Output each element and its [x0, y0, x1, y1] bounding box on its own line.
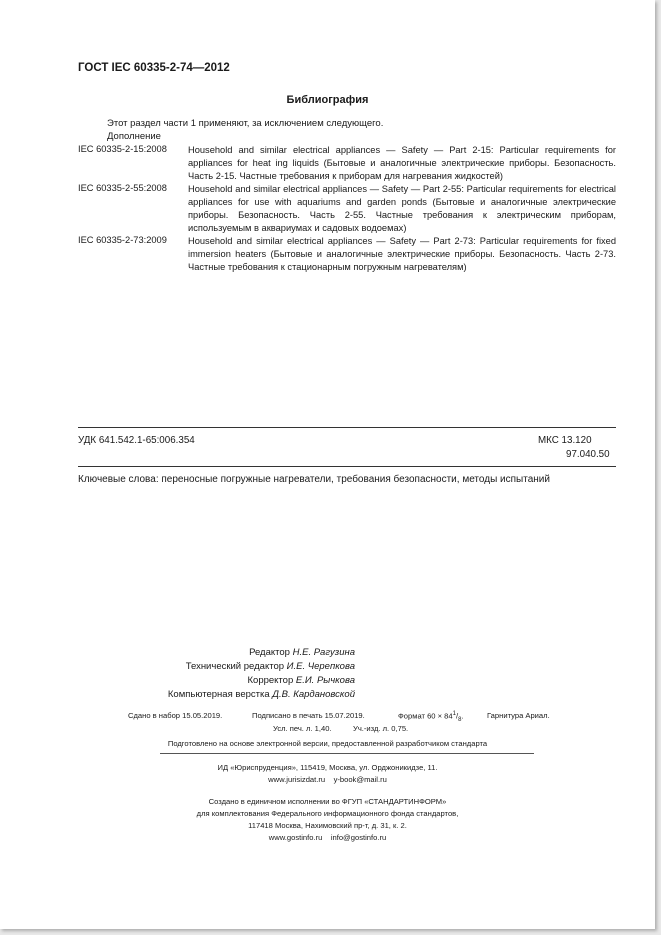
bibliography-intro: Этот раздел части 1 применяют, за исключением следующего.: [107, 118, 384, 129]
created-note-2: для комплектования Федерального информационного фонда стандартов,: [196, 809, 459, 818]
mks-code-1: МКС 13.120: [538, 435, 592, 446]
section-divider: [78, 466, 616, 467]
publisher-site-link[interactable]: www.jurisizdat.ru: [268, 775, 326, 784]
reference-code: IEC 60335-2-73:2009: [78, 235, 167, 245]
keywords: Ключевые слова: переносные погружные нагреватели, требования безопасности, методы испытаний: [78, 474, 550, 485]
reference-code: IEC 60335-2-15:2008: [78, 144, 167, 154]
bibliography-supplement-label: Дополнение: [107, 131, 161, 142]
staff-role: Редактор: [249, 647, 290, 658]
reference-code: IEC 60335-2-55:2008: [78, 183, 167, 193]
reference-text: Household and similar electrical appliances — Safety — Part 2-73: Particular requirements for fixed immersion heaters (Бытовые и аналогичные электрические приборы. Безопасность. Часть 2-73. Частные требования к стационарным погружным нагревателям): [188, 236, 616, 272]
staff-editor: [249, 647, 355, 658]
staff-name: Д.В. Кардановской: [272, 689, 355, 700]
imprint-divider: [160, 753, 534, 754]
imprint-sent-date: Сдано в набор 15.05.2019.: [128, 711, 223, 720]
publisher-contacts: [0, 775, 655, 784]
imprint-prepared-note: Подготовлено на основе электронной версии, предоставленной разработчиком стандарта: [167, 739, 488, 748]
bibliography-title: Библиография: [286, 94, 369, 106]
section-divider: [78, 427, 616, 428]
staff-technical-editor: [186, 661, 355, 672]
gostinfo-email-link[interactable]: info@gostinfo.ru: [330, 833, 387, 842]
imprint-print-sheets: Усл. печ. л. 1,40.: [273, 724, 332, 733]
publisher-email-link[interactable]: y-book@mail.ru: [333, 775, 387, 784]
staff-name: И.Е. Черепкова: [286, 661, 355, 672]
created-address: 117418 Москва, Нахимовский пр-т, д. 31, к. 2.: [248, 821, 407, 830]
format-numerator: 1: [452, 711, 456, 717]
staff-layout: [168, 689, 355, 700]
staff-role: Компьютерная верстка: [167, 689, 270, 700]
imprint-signed-date: Подписано в печать 15.07.2019.: [252, 711, 365, 720]
publisher-address: ИД «Юриспруденция», 115419, Москва, ул. Орджоникидзе, 11.: [217, 763, 438, 772]
format-label: Формат 60 × 84: [398, 711, 453, 721]
mks-code-2: 97.040.50: [566, 449, 610, 460]
staff-name: Н.Е. Рагузина: [292, 647, 355, 658]
staff-name: Е.И. Рычкова: [295, 675, 355, 686]
imprint-publish-sheets: Уч.-изд. л. 0,75.: [353, 724, 409, 733]
reference-text: Household and similar electrical appliances — Safety — Part 2-55: Particular requirements for electrical appliances for use with aquariums and garden ponds (Бытовые и аналогичные электрические приборы. Безопасность. Часть 2-55. Частные требования к электрическим приборам, используемым в аквариумах и садовых водоемах): [188, 184, 616, 233]
imprint-font-face: Гарнитура Ариал.: [487, 711, 550, 720]
staff-role: Технический редактор: [185, 661, 285, 672]
created-contacts: [0, 833, 655, 842]
reference-text: Household and similar electrical appliances — Safety — Part 2-15: Particular requirements for appliances for heat ing liquids (Бытовые и аналогичные электрические приборы. Безопасность. Часть 2-15. Частные требования к приборам для нагревания жидкостей): [188, 145, 616, 181]
staff-role: Корректор: [247, 675, 294, 686]
gostinfo-site-link[interactable]: www.gostinfo.ru: [268, 833, 323, 842]
imprint-format: Формат $60 \times 84^1/_8$.: [398, 711, 464, 724]
udk-code: УДК 641.542.1-65:006.354: [78, 435, 195, 446]
staff-proofreader: [248, 675, 356, 686]
standard-id-header: ГОСТ IEC 60335-2-74—2012: [78, 62, 230, 74]
format-denominator: 8: [458, 717, 462, 724]
created-note-1: Создано в единичном исполнении во ФГУП «СТАНДАРТИНФОРМ»: [208, 797, 447, 806]
